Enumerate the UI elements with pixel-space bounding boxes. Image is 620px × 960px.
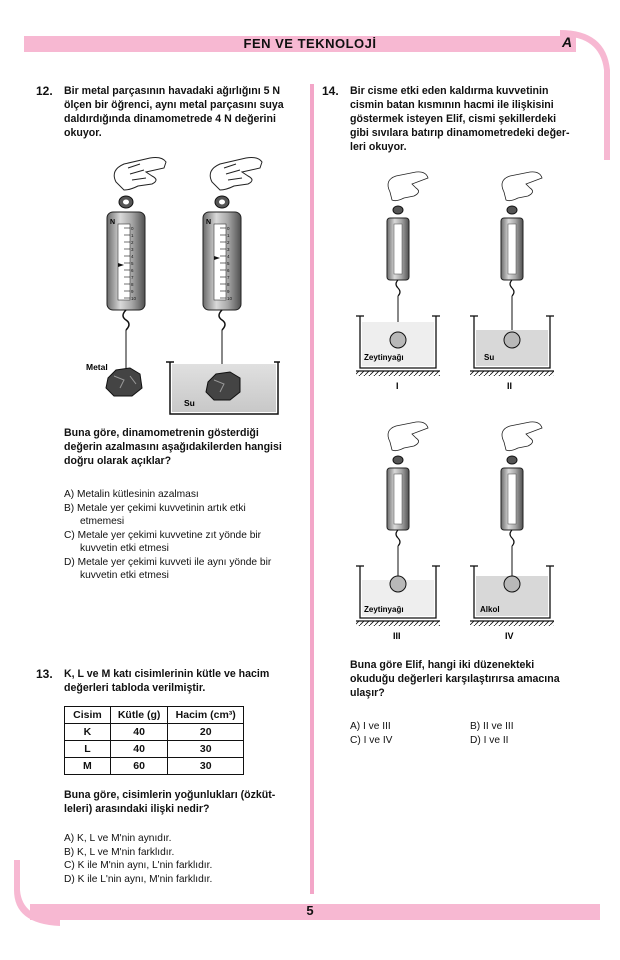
svg-text:1: 1 [131,233,134,238]
q12-figure [80,150,280,420]
svg-text:7: 7 [131,275,134,280]
label-metal: Metal [86,362,108,372]
svg-text:4: 4 [131,254,134,259]
svg-text:7: 7 [227,275,230,280]
option-c[interactable]: C) K ile M'nin aynı, L'nin farklıdır. [64,860,213,871]
svg-text:0: 0 [227,226,230,231]
q14-stem: Bir cisme etki eden kaldırma kuvvetinin cismin batan kısmının hacmi ile ilişkisini göstermek isteyen Elif, cismi şekillerdeki gibi sıvılara batırıp dinamometredeki değer- leri okuyor. [350,85,570,153]
booklet-letter: A [562,34,573,50]
svg-text:8: 8 [131,282,134,287]
q14-options [350,720,600,748]
option-c[interactable]: C) I ve IV [350,735,393,746]
table-row: L 40 30 [65,741,244,758]
q12-question: Buna göre, dinamometrenin gösterdiği değerin azalmasını aşağıdakilerden hangisi doğru olarak açıklar? [64,427,282,467]
svg-text:3: 3 [227,247,230,252]
option-a[interactable]: A) Metalin kütlesinin azalması [64,489,199,500]
question-number-12: 12. [36,84,53,98]
label-roman-4: IV [505,631,514,641]
setup-1 [356,172,440,391]
setup-3 [356,422,440,641]
q13-options [64,832,309,886]
option-a[interactable]: A) K, L ve M'nin aynıdır. [64,833,172,844]
svg-text:1: 1 [227,233,230,238]
column-divider [310,84,314,894]
svg-text:10: 10 [227,296,233,301]
q12-options [64,488,309,583]
svg-text:5: 5 [131,261,134,266]
option-c[interactable]: C) Metale yer çekimi kuvvetine zıt yönde bir kuvvetin etki etmesi [64,529,262,554]
question-number-13: 13. [36,667,53,681]
hand-icon [114,158,166,191]
label-liquid-4: Alkol [480,605,500,614]
label-water: Su [184,398,195,408]
option-d[interactable]: D) I ve II [470,735,509,746]
setup-4 [470,422,554,641]
label-roman-2: II [507,381,513,391]
page-title: FEN VE TEKNOLOJİ [243,36,377,51]
label-liquid-2: Su [484,353,495,362]
setup-2 [470,172,554,391]
svg-text:0: 0 [131,226,134,231]
label-liquid-1: Zeytinyağı [364,353,404,362]
option-a[interactable]: A) I ve III [350,721,391,732]
svg-text:6: 6 [131,268,134,273]
svg-text:2: 2 [227,240,230,245]
table-row: M 60 30 [65,758,244,775]
q13-table [64,706,244,775]
question-number-14: 14. [322,84,339,98]
option-b[interactable]: B) Metale yer çekimi kuvvetinin artık etki etmemesi [64,502,246,527]
q13-question: Buna göre, cisimlerin yoğunlukları (özküt- leleri) arasındaki ilişki nedir? [64,789,276,815]
table-row: K 40 20 [65,724,244,741]
label-liquid-3: Zeytinyağı [364,605,404,614]
option-b[interactable]: B) II ve III [470,721,514,732]
metal-rock [106,368,142,396]
svg-text:2: 2 [131,240,134,245]
label-roman-1: I [396,381,399,391]
option-d[interactable]: D) K ile L'nin aynı, M'nin farklıdır. [64,873,213,885]
svg-text:9: 9 [131,289,134,294]
svg-text:8: 8 [227,282,230,287]
svg-text:5: 5 [227,261,230,266]
svg-text:N: N [206,219,212,226]
option-d[interactable]: D) Metale yer çekimi kuvveti ile aynı yönde bir kuvvetin etki etmesi [64,556,272,581]
option-b[interactable]: B) K, L ve M'nin farklıdır. [64,846,175,858]
svg-text:9: 9 [227,289,230,294]
svg-text:10: 10 [131,296,137,301]
table-header-row: Cisim Kütle (g) Hacim (cm³) [65,707,244,724]
svg-text:4: 4 [227,254,230,259]
q14-question: Buna göre Elif, hangi iki düzenekteki okuduğu değerleri karşılaştırırsa amacına ulaşır? [350,659,560,699]
q12-stem: Bir metal parçasının havadaki ağırlığını 5 N ölçen bir öğrenci, aynı metal parçasını suya daldırdığında dinamometrede 4 N değerini okuyor. [64,85,284,139]
svg-text:N: N [110,219,116,226]
svg-text:3: 3 [131,247,134,252]
label-roman-3: III [393,631,401,641]
q14-figure [350,170,590,650]
page-number: 5 [306,903,314,918]
svg-text:6: 6 [227,268,230,273]
q13-stem: K, L ve M katı cisimlerinin kütle ve hacim değerleri tabloda verilmiştir. [64,668,270,694]
